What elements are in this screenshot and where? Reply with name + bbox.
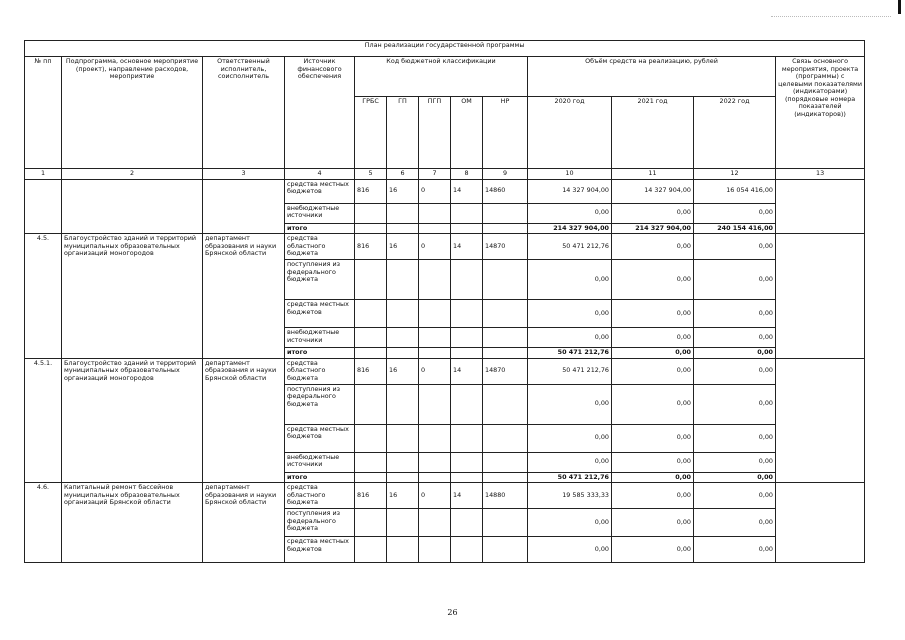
gp-cell: 16 — [387, 234, 419, 260]
gp-cell: 16 — [387, 483, 419, 509]
table-row — [25, 509, 865, 537]
amount-2020: 0,00 — [528, 300, 612, 328]
table-row — [25, 537, 865, 563]
header-grbs: ГРБС — [355, 97, 387, 169]
amount-2022: 0,00 — [694, 260, 776, 300]
om-cell: 14 — [451, 234, 483, 260]
source-label: средства областного бюджета — [285, 358, 355, 384]
table-row — [25, 260, 865, 300]
header-year-2020: 2020 год — [528, 97, 612, 169]
gp-cell: 16 — [387, 179, 419, 203]
amount-2022: 0,00 — [694, 384, 776, 424]
header-om: ОМ — [451, 97, 483, 169]
total-row — [25, 472, 865, 483]
amount-2021: 0,00 — [612, 424, 694, 452]
table-row — [25, 424, 865, 452]
amount-2022: 0,00 — [694, 537, 776, 563]
total-label: итого — [285, 472, 355, 483]
column-number: 3 — [203, 169, 285, 180]
amount-2020: 0,00 — [528, 537, 612, 563]
amount-2020: 0,00 — [528, 328, 612, 348]
om-cell: 14 — [451, 179, 483, 203]
responsible-name: департамент образования и науки Брянской области — [203, 358, 285, 384]
grbs-cell: 816 — [355, 358, 387, 384]
column-number: 11 — [612, 169, 694, 180]
column-number: 9 — [483, 169, 528, 180]
amount-2022: 0,00 — [694, 483, 776, 509]
table-row — [25, 328, 865, 348]
row-number: 4.5. — [25, 234, 62, 260]
table-row — [25, 452, 865, 472]
amount-2020: 14 327 904,00 — [528, 179, 612, 203]
total-row — [25, 348, 865, 359]
program-name: Капитальный ремонт бассейнов муниципальных образовательных организаций Брянской области — [62, 483, 203, 509]
source-label: поступления из федерального бюджета — [285, 509, 355, 537]
table-row — [25, 358, 865, 384]
plan-table — [24, 40, 865, 563]
total-2022: 0,00 — [694, 472, 776, 483]
source-label: внебюджетные источники — [285, 328, 355, 348]
program-name: Благоустройство зданий и территорий муниципальных образовательных организаций моногородов — [62, 358, 203, 384]
header-row — [25, 57, 865, 97]
column-number: 12 — [694, 169, 776, 180]
total-label: итого — [285, 223, 355, 234]
source-label: средства местных бюджетов — [285, 537, 355, 563]
om-cell: 14 — [451, 483, 483, 509]
amount-2020: 19 585 333,33 — [528, 483, 612, 509]
column-number: 6 — [387, 169, 419, 180]
total-2022: 0,00 — [694, 348, 776, 359]
total-2021: 0,00 — [612, 472, 694, 483]
source-label: средства областного бюджета — [285, 234, 355, 260]
pgp-cell: 0 — [419, 358, 451, 384]
program-name: Благоустройство зданий и территорий муниципальных образовательных организаций моногородов — [62, 234, 203, 260]
total-2022: 240 154 416,00 — [694, 223, 776, 234]
pgp-cell: 0 — [419, 179, 451, 203]
amount-2020: 50 471 212,76 — [528, 234, 612, 260]
column-number: 4 — [285, 169, 355, 180]
amount-2022: 0,00 — [694, 234, 776, 260]
amount-2020: 0,00 — [528, 260, 612, 300]
amount-2021: 0,00 — [612, 384, 694, 424]
total-2020: 214 327 904,00 — [528, 223, 612, 234]
pgp-cell: 0 — [419, 234, 451, 260]
amount-2021: 0,00 — [612, 483, 694, 509]
responsible-name: департамент образования и науки Брянской области — [203, 234, 285, 260]
total-2021: 214 327 904,00 — [612, 223, 694, 234]
source-label: средства областного бюджета — [285, 483, 355, 509]
header-pgp: ПГП — [419, 97, 451, 169]
table-row — [25, 300, 865, 328]
amount-2020: 0,00 — [528, 509, 612, 537]
table-row — [25, 179, 865, 203]
om-cell: 14 — [451, 358, 483, 384]
scan-artifact — [898, 0, 901, 14]
pgp-cell: 0 — [419, 483, 451, 509]
source-label: средства местных бюджетов — [285, 424, 355, 452]
column-number: 13 — [776, 169, 865, 180]
column-numbers-row — [25, 169, 865, 180]
column-number: 7 — [419, 169, 451, 180]
amount-2021: 0,00 — [612, 452, 694, 472]
nr-cell: 14870 — [483, 234, 528, 260]
amount-2020: 0,00 — [528, 203, 612, 223]
source-label: поступления из федерального бюджета — [285, 260, 355, 300]
total-2020: 50 471 212,76 — [528, 348, 612, 359]
amount-2021: 0,00 — [612, 509, 694, 537]
amount-2022: 0,00 — [694, 328, 776, 348]
total-2021: 0,00 — [612, 348, 694, 359]
table-row — [25, 483, 865, 509]
source-label: внебюджетные источники — [285, 452, 355, 472]
header-volume: Объём средств на реализацию, рублей — [528, 57, 776, 97]
table-row — [25, 234, 865, 260]
column-number: 10 — [528, 169, 612, 180]
grbs-cell: 816 — [355, 179, 387, 203]
grbs-cell: 816 — [355, 234, 387, 260]
table-row — [25, 384, 865, 424]
total-row — [25, 223, 865, 234]
amount-2021: 14 327 904,00 — [612, 179, 694, 203]
amount-2021: 0,00 — [612, 300, 694, 328]
amount-2022: 16 054 416,00 — [694, 179, 776, 203]
nr-cell: 14880 — [483, 483, 528, 509]
header-source: Источник финансового обеспечения — [285, 57, 355, 169]
page-number: 26 — [447, 608, 458, 617]
amount-2021: 0,00 — [612, 358, 694, 384]
column-number: 5 — [355, 169, 387, 180]
header-year-2022: 2022 год — [694, 97, 776, 169]
amount-2021: 0,00 — [612, 328, 694, 348]
column-number: 1 — [25, 169, 62, 180]
header-num: № пп — [25, 57, 62, 169]
amount-2020: 0,00 — [528, 384, 612, 424]
header-link: Связь основного мероприятия, проекта (программы) с целевыми показателями (индикаторами) (порядковые номера показателей (индикаторов)) — [776, 57, 865, 169]
amount-2020: 0,00 — [528, 452, 612, 472]
amount-2020: 50 471 212,76 — [528, 358, 612, 384]
plan-title: План реализации государственной программы — [25, 41, 865, 57]
header-responsible: Ответственный исполнитель, соисполнитель — [203, 57, 285, 169]
gp-cell: 16 — [387, 358, 419, 384]
header-gp: ГП — [387, 97, 419, 169]
amount-2022: 0,00 — [694, 509, 776, 537]
table-title-row — [25, 41, 865, 57]
grbs-cell: 816 — [355, 483, 387, 509]
total-label: итого — [285, 348, 355, 359]
amount-2022: 0,00 — [694, 358, 776, 384]
amount-2021: 0,00 — [612, 203, 694, 223]
scan-artifact-dots — [771, 16, 891, 18]
amount-2021: 0,00 — [612, 260, 694, 300]
nr-cell: 14870 — [483, 358, 528, 384]
source-label: средства местных бюджетов — [285, 300, 355, 328]
amount-2022: 0,00 — [694, 424, 776, 452]
column-number: 2 — [62, 169, 203, 180]
table-row — [25, 203, 865, 223]
header-nr: НР — [483, 97, 528, 169]
responsible-name: департамент образования и науки Брянской области — [203, 483, 285, 509]
source-label: поступления из федерального бюджета — [285, 384, 355, 424]
source-label: внебюджетные источники — [285, 203, 355, 223]
amount-2022: 0,00 — [694, 300, 776, 328]
header-year-2021: 2021 год — [612, 97, 694, 169]
amount-2022: 0,00 — [694, 452, 776, 472]
nr-cell: 14860 — [483, 179, 528, 203]
amount-2022: 0,00 — [694, 203, 776, 223]
column-number: 8 — [451, 169, 483, 180]
amount-2021: 0,00 — [612, 537, 694, 563]
source-label: средства местных бюджетов — [285, 179, 355, 203]
header-program: Подпрограмма, основное мероприятие (проект), направление расходов, мероприятие — [62, 57, 203, 169]
row-number: 4.5.1. — [25, 358, 62, 384]
total-2020: 50 471 212,76 — [528, 472, 612, 483]
header-budget-code: Код бюджетной классификации — [355, 57, 528, 97]
amount-2021: 0,00 — [612, 234, 694, 260]
row-number: 4.6. — [25, 483, 62, 509]
amount-2020: 0,00 — [528, 424, 612, 452]
